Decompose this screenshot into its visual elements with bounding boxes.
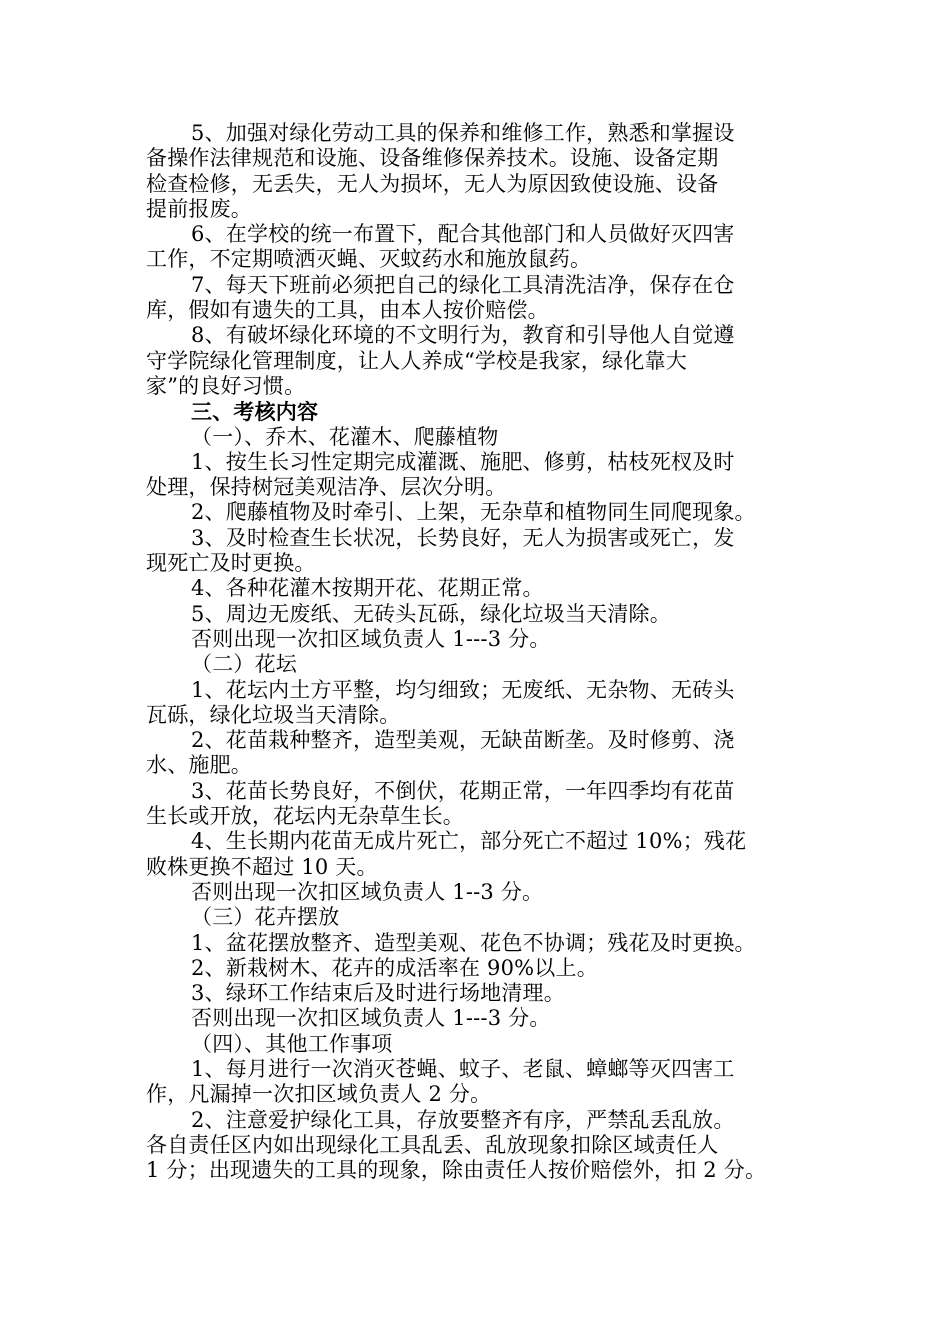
text-line: 1 分；出现遗失的工具的现象，除由责任人按价赔偿外，扣 2 分。 bbox=[146, 1158, 767, 1183]
document-body bbox=[146, 121, 826, 1183]
text-line: 作，凡漏掉一次扣区域负责人 2 分。 bbox=[146, 1082, 492, 1107]
text-line: 6、在学校的统一布置下，配合其他部门和人员做好灭四害 bbox=[191, 222, 735, 247]
text-line: 7、每天下班前必须把自己的绿化工具清洗洁净，保存在仓 bbox=[191, 272, 735, 297]
text-line: 2、花苗栽种整齐，造型美观，无缺苗断垄。及时修剪、浇 bbox=[191, 728, 735, 753]
text-line: 4、生长期内花苗无成片死亡，部分死亡不超过 10%；残花 bbox=[191, 829, 747, 854]
subsection-heading: （三）花卉摆放 bbox=[191, 905, 340, 930]
text-line: 瓦砾，绿化垃圾当天清除。 bbox=[146, 702, 401, 727]
text-line: 1、盆花摆放整齐、造型美观、花色不协调；残花及时更换。 bbox=[191, 930, 756, 955]
text-line: 2、爬藤植物及时牵引、上架，无杂草和植物同生同爬现象。 bbox=[191, 500, 756, 525]
text-line: 3、绿环工作结束后及时进行场地清理。 bbox=[191, 981, 565, 1006]
text-line: 生长或开放，花坛内无杂草生长。 bbox=[146, 804, 464, 829]
text-line: 败株更换不超过 10 天。 bbox=[146, 854, 378, 879]
text-line: 提前报废。 bbox=[146, 196, 252, 221]
text-line: 4、各种花灌木按期开花、花期正常。 bbox=[191, 576, 544, 601]
text-line: 2、新栽树木、花卉的成活率在 90%以上。 bbox=[191, 955, 598, 980]
text-line: 1、每月进行一次消灭苍蝇、蚊子、老鼠、蟑螂等灭四害工 bbox=[191, 1056, 735, 1081]
text-line: 3、花苗长势良好，不倒伏，花期正常，一年四季均有花苗 bbox=[191, 778, 735, 803]
text-line: 现死亡及时更换。 bbox=[146, 551, 316, 576]
text-line: 8、有破坏绿化环境的不文明行为，教育和引导他人自觉遵 bbox=[191, 323, 735, 348]
text-line: 2、注意爱护绿化工具，存放要整齐有序，严禁乱丢乱放。 bbox=[191, 1107, 735, 1132]
subsection-heading: （二）花坛 bbox=[191, 652, 297, 677]
section-heading: 三、考核内容 bbox=[191, 399, 319, 425]
subsection-heading: （四）、其他工作事项 bbox=[191, 1031, 393, 1056]
text-line: 库，假如有遗失的工具，由本人按价赔偿。 bbox=[146, 298, 549, 323]
text-line: 5、周边无废纸、无砖头瓦砾，绿化垃圾当天清除。 bbox=[191, 601, 671, 626]
subsection-heading: （一）、乔木、花灌木、爬藤植物 bbox=[191, 424, 499, 449]
text-line: 否则出现一次扣区域负责人 1--3 分。 bbox=[191, 879, 544, 904]
text-line: 家”的良好习惯。 bbox=[146, 373, 306, 398]
text-line: 5、加强对绿化劳动工具的保养和维修工作，熟悉和掌握设 bbox=[191, 121, 735, 145]
text-line: 1、花坛内土方平整，均匀细致；无废纸、无杂物、无砖头 bbox=[191, 677, 735, 702]
text-line: 检查检修，无丢失，无人为损坏，无人为原因致使设施、设备 bbox=[146, 171, 719, 196]
text-line: 各自责任区内如出现绿化工具乱丢、乱放现象扣除区域责任人 bbox=[146, 1132, 719, 1157]
text-line: 3、及时检查生长状况，长势良好，无人为损害或死亡，发 bbox=[191, 525, 735, 550]
text-line: 水、施肥。 bbox=[146, 753, 252, 778]
text-line: 否则出现一次扣区域负责人 1---3 分。 bbox=[191, 1006, 551, 1031]
text-line: 1、按生长习性定期完成灌溉、施肥、修剪，枯枝死杈及时 bbox=[191, 449, 735, 474]
text-line: 否则出现一次扣区域负责人 1---3 分。 bbox=[191, 626, 551, 651]
text-line: 工作，不定期喷洒灭蝇、灭蚊药水和施放鼠药。 bbox=[146, 247, 592, 272]
text-line: 守学院绿化管理制度，让人人养成“学校是我家，绿化靠大 bbox=[146, 348, 687, 373]
text-line: 备操作法律规范和设施、设备维修保养技术。设施、设备定期 bbox=[146, 146, 719, 171]
text-line: 处理，保持树冠美观洁净、层次分明。 bbox=[146, 475, 507, 500]
